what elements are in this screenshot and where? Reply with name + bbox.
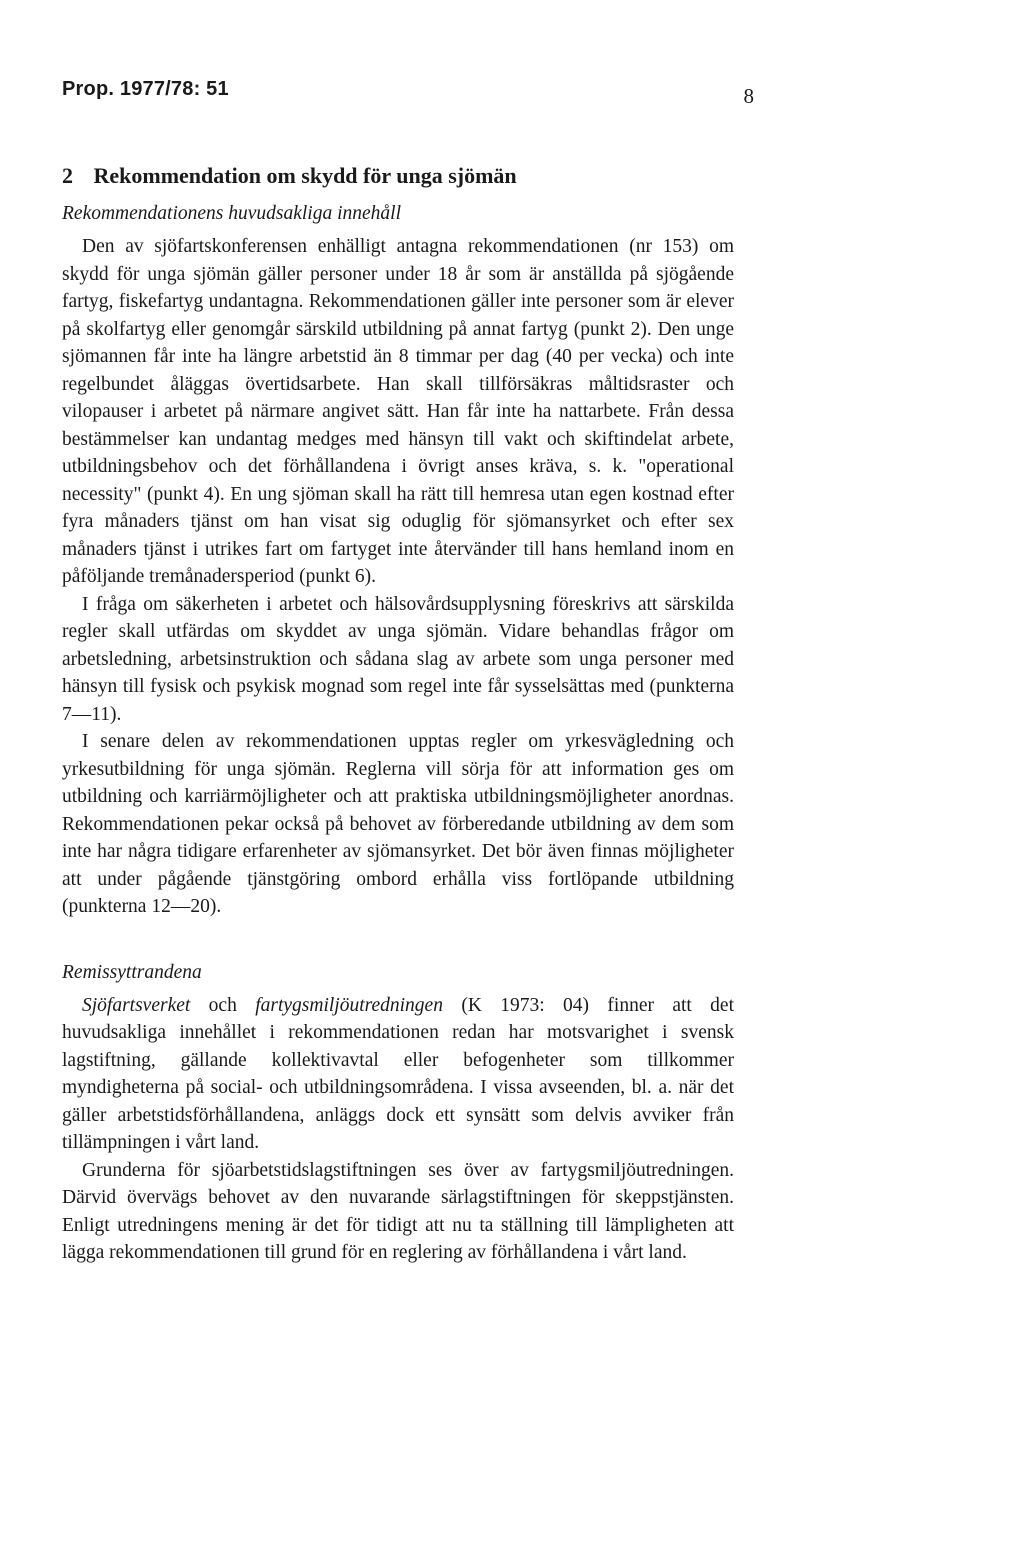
page-number: 8 xyxy=(743,84,754,108)
body-paragraph: I fråga om säkerheten i arbetet och hälsovårdsupplysning föreskrivs att särskilda regler skall utfärdas om skyddet av unga sjömän. Vidare behandlas frågor om arbetsledning, arbetsinstruktion och sådana slag av arbete som unga personer med hänsyn till fysisk och psykisk mognad som regel inte får sysselsättas med (punkterna 7—11). xyxy=(62,593,734,725)
body-paragraph: Den av sjöfartskonferensen enhälligt antagna rekommendationen (nr 153) om skydd för unga sjömän gäller personer under 18 år som är anställda på sjögående fartyg, fiskefartyg undantagna. Rekommendationen gäller inte personer som är elever på skolfartyg eller genomgår särskild utbildning på annat fartyg (punkt 2). Den unge sjömannen får inte ha längre arbetstid än 8 timmar per dag (40 per vecka) och inte regelbundet åläggas övertidsarbete. Han skall tillförsäkras måltidsraster och vilopauser i arbetet på närmare angivet sätt. Han får inte ha nattarbete. Från dessa bestämmelser kan undantag medges med hänsyn till vakt och skiftindelat arbete, utbildningsbehov och det förhållandena i övrigt anses kräva, s. k. "operational necessity" (punkt 4). En ung sjöman skall ha rätt till hemresa utan egen kostnad efter fyra månaders tjänst om han visat sig oduglig för sjömansyrket och efter sex månaders tjänst i utrikes fart om fartyget inte återvänder till hans hemland inom en påföljande tremånadersperiod (punkt 6). xyxy=(62,236,734,587)
subsection-heading-contents: Rekommendationens huvudsakliga innehåll xyxy=(62,203,402,224)
body-paragraph: Grunderna för sjöarbetstidslagstiftningen ses över av fartygsmiljöutredningen. Därvid övervägs behovet av den nuvarande särlagstiftningen för skeppstjänsten. Enligt utredningens mening är det för tidigt att nu ta ställning till lämpligheten att lägga rekommendationen till grund för en reglering av förhållandena i vårt land. xyxy=(62,1159,734,1263)
section-title: Rekommendation om skydd för unga sjömän xyxy=(93,163,517,188)
subsection-heading-remissyttrandena: Remissyttrandena xyxy=(62,961,202,983)
document-reference: Prop. 1977/78: 51 xyxy=(62,78,229,100)
text-fragment: och xyxy=(190,994,256,1016)
page-header xyxy=(62,78,754,118)
section-heading xyxy=(62,162,734,190)
body-paragraph xyxy=(62,992,734,1157)
body-paragraph: I senare delen av rekommendationen upptas regler om yrkesvägledning och yrkesutbildning för unga sjömän. Reglerna vill sörja för att information ges om utbildning och karriärmöjligheter och att praktiska utbildningsmöjligheter anordnas. Rekommendationen pekar också på behovet av förberedande utbildning av dem som inte har några tidigare erfarenheter av sjömansyrket. Det bör även finnas möjligheter att under pågående tjänstgöring ombord erhålla viss fortlöpande utbildning (punkterna 12—20). xyxy=(62,731,734,917)
document-page xyxy=(62,78,754,1267)
section-number: 2 xyxy=(62,163,73,188)
committee-name: fartygsmiljöutredningen xyxy=(255,994,443,1016)
agency-name: Sjöfartsverket xyxy=(82,994,191,1016)
text-fragment: (K 1973: 04) finner att det huvudsakliga innehållet i rekommendationen redan har motsvarighet i svensk lagstiftning, gällande kollektivavtal eller befogenheter som tillkommer myndigheterna på social- och utbildningsområdena. I vissa avseenden, bl. a. när det gäller arbetstidsförhållandena, anläggs dock ett synsätt som delvis avviker från tillämpningen i vårt land. xyxy=(62,994,734,1153)
